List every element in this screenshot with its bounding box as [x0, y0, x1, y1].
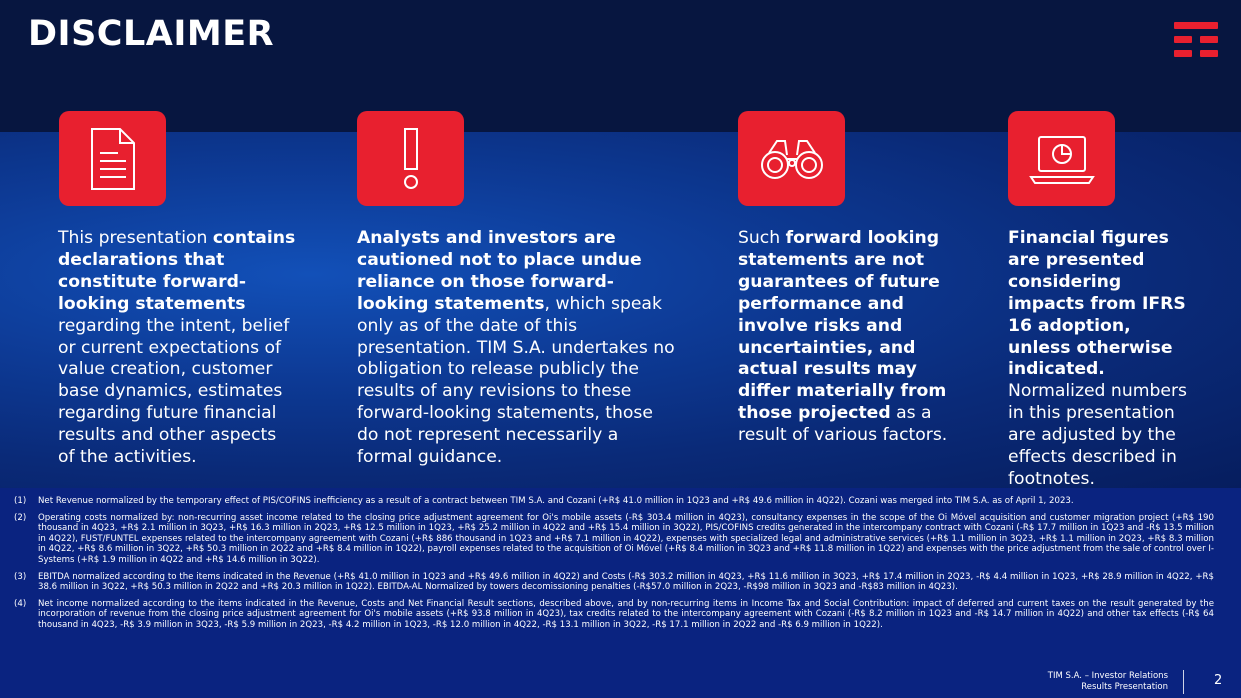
document-icon	[88, 127, 138, 191]
footnote-text: Net income normalized according to the items indicated in the Revenue, Costs and Net Financial Result sections, described above, and by non-recurring items in Income Tax and Social Contribution: impact of deferred and current taxes on the result generated by the incorporation of revenue from the closing price adjustment agreement for Oi's mobile assets (+R$ 93.8 million in 4Q23), tax credits related to the intercompany agreement with Cozani (-R$ 8.2 million in 1Q23 and -R$ 14.7 million in 4Q22) and other tax effects (-R$ 64 thousand in 4Q23, -R$ 3.9 million in 3Q23, -R$ 5.9 million in 2Q23, -R$ 4.2 million in 1Q23, -R$ 12.0 million in 4Q22, -R$ 13.1 million in 3Q22, -R$ 17.1 million in 2Q22 and -R$ 6.9 million in 1Q22).	[38, 598, 1214, 630]
ifrs16-figures-text	[1008, 228, 1198, 491]
exclamation-icon	[399, 127, 423, 191]
body-text: , which speak only as of the date of this presentation. TIM S.A. undertakes no obligation to release publicly the results of any revisions to these forward-looking statements, those do not represent necessarily a formal guidance.	[357, 293, 675, 468]
emphasis-text: contains declarations that constitute forward-looking statements	[58, 228, 296, 314]
footnote-number: (4)	[14, 598, 27, 609]
footnote-number: (1)	[14, 496, 27, 506]
emphasis-text: forward looking statements are not guarantees of future performance and involve risks and uncertainties, and actual results may differ materially from those projected	[738, 228, 947, 424]
footer-divider	[1183, 670, 1184, 694]
page-number: 2	[1214, 673, 1223, 688]
body-text: Such	[738, 228, 786, 248]
body-text: regarding the intent, belief or current expectations of value creation, customer base dynamics, estimates regarding future financial results and other aspects of the activities.	[58, 315, 290, 468]
emphasis-text: Financial figures are presented considering impacts from IFRS 16 adoption, unless otherwise indicated.	[1008, 228, 1186, 380]
document-icon-box	[59, 111, 166, 206]
footer-label	[1048, 671, 1168, 693]
no-guarantee-text	[738, 228, 950, 447]
footnote-item	[14, 513, 1214, 566]
body-text: Normalized numbers in this presentation are adjusted by the effects described in footnotes.	[1008, 381, 1187, 489]
forward-looking-declarations-text	[58, 228, 296, 469]
footnote-text: Net Revenue normalized by the temporary effect of PIS/COFINS inefficiency as a result of a contract between TIM S.A. and Cozani (+R$ 41.0 million in 1Q23 and +R$ 49.6 million in 4Q22). Cozani was merged into TIM S.A. as of April 1, 2023.	[38, 496, 1074, 506]
binoculars-icon-box	[738, 111, 845, 206]
footnote-item	[14, 496, 1214, 507]
exclamation-icon-box	[357, 111, 464, 206]
laptop-chart-icon	[1029, 133, 1095, 185]
footer-company: TIM S.A. – Investor Relations	[1047, 671, 1168, 681]
tim-logo-icon	[1174, 22, 1218, 60]
investor-caution-text	[357, 228, 677, 469]
binoculars-icon	[759, 137, 825, 181]
footnote-text: Operating costs normalized by: non-recurring asset income related to the closing price adjustment agreement for Oi's mobile assets (-R$ 303.4 million in 4Q23), consultancy expenses in the scope of the Oi Móvel acquisition and customer migration project (+R$ 190 thousand in 4Q23, +R$ 2.1 million in 3Q23, +R$ 16.3 million in 2Q23, +R$ 12.5 million in 1Q23, +R$ 25.2 million in 4Q22 and +R$ 15.4 million in 3Q22), PIS/COFINS credits generated in the intercompany contract with Cozani (-R$ 17.7 million in 1Q23 and -R$ 13.5 million in 4Q22), FUST/FUNTEL expenses related to the intercompany agreement with Cozani (+R$ 886 thousand in 1Q23 and +R$ 7.1 million in 4Q22), expenses with specialized legal and administrative services (+R$ 1.1 million in 3Q23, +R$ 1.1 million in 2Q23, +R$ 8.3 million in 4Q22, +R$ 8.6 million in 3Q22, +R$ 50.3 million in 2Q22 and +R$ 8.4 million in 1Q22), payroll expenses related to the acquisition of Oi Móvel (+R$ 8.4 million in 3Q23 and +R$ 11.8 million in 1Q22) and expenses with the price adjustment from the sale of control over I-Systems (+R$ 1.9 million in 4Q22 and +R$ 14.6 million in 3Q22).	[38, 512, 1214, 565]
footnote-item	[14, 599, 1214, 631]
footer-document: Results Presentation	[1081, 682, 1168, 692]
laptop-chart-icon-box	[1008, 111, 1115, 206]
body-text: This presentation	[58, 228, 213, 248]
emphasis-text: Analysts and investors are cautioned not to place undue reliance on those forward-looking statements	[357, 228, 642, 314]
footnote-number: (2)	[14, 512, 27, 523]
footnotes	[14, 496, 1214, 637]
page-title: DISCLAIMER	[28, 14, 275, 54]
body-text: as a result of various factors.	[738, 403, 948, 446]
footnote-number: (3)	[14, 571, 27, 582]
footnote-item	[14, 572, 1214, 593]
footnote-text: EBITDA normalized according to the items indicated in the Revenue (+R$ 41.0 million in 1Q23 and +R$ 49.6 million in 4Q22) and Costs (-R$ 303.2 million in 4Q23, +R$ 11.6 million in 3Q23, +R$ 17.4 million in 2Q23, -R$ 4.4 million in 1Q23, +R$ 28.9 million in 4Q22, +R$ 38.6 million in 3Q22, +R$ 50.3 million in 2Q22 and +R$ 20.3 million in 1Q22). EBITDA-AL Normalized by towers decomissioning penalties (-R$57.0 million in 2Q23, -R$98 million in 3Q23 and -R$83 million in 4Q23).	[38, 571, 1214, 593]
